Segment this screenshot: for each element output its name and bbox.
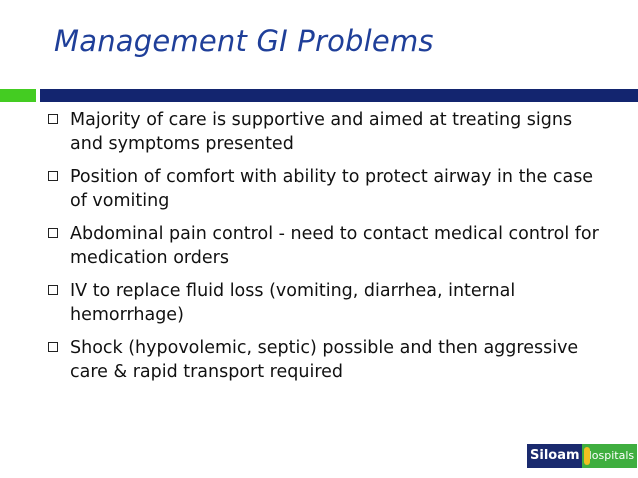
accent-bar-navy	[40, 89, 638, 102]
slide-title: Management GI Problems	[54, 24, 434, 58]
bullet-text: Majority of care is supportive and aimed at treating signs and symptoms presented	[70, 110, 573, 154]
logo-text-siloam: Siloam	[527, 444, 582, 468]
square-bullet-icon	[48, 171, 58, 181]
bullet-text: IV to replace fluid loss (vomiting, diarrhea, internal hemorrhage)	[70, 281, 516, 325]
accent-bar-green	[0, 89, 36, 102]
list-item	[44, 336, 604, 384]
square-bullet-icon	[48, 228, 58, 238]
bullet-text: Shock (hypovolemic, septic) possible and then aggressive care & rapid transport required	[70, 338, 579, 382]
square-bullet-icon	[48, 114, 58, 124]
square-bullet-icon	[48, 342, 58, 352]
square-bullet-icon	[48, 285, 58, 295]
bullet-text: Position of comfort with ability to protect airway in the case of vomiting	[70, 167, 594, 211]
bullet-text: Abdominal pain control - need to contact medical control for medication orders	[70, 224, 599, 268]
logo-text-hospitals: Hospitals	[582, 444, 638, 468]
bullet-list	[44, 108, 604, 393]
list-item	[44, 165, 604, 213]
list-item	[44, 279, 604, 327]
list-item	[44, 222, 604, 270]
siloam-hospitals-logo	[527, 444, 633, 468]
list-item	[44, 108, 604, 156]
